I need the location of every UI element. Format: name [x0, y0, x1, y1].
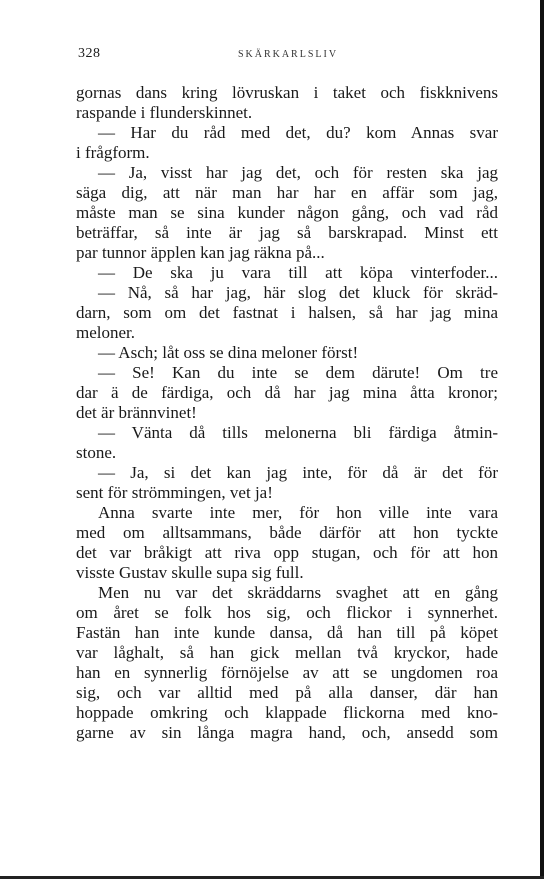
- text-line: — Se! Kan du inte se dem därute! Om tre: [98, 363, 498, 382]
- text-line: var låghalt, så han gick mellan två kryckor, hade: [76, 643, 498, 662]
- text-line: han en synnerlig förnöjelse av att se ungdomen roa: [76, 663, 498, 682]
- page-number: 328: [78, 46, 101, 61]
- text-line: gornas dans kring lövruskan i taket och fiskknivens: [76, 83, 498, 102]
- text-line: par tunnor äpplen kan jag räkna på...: [76, 243, 325, 262]
- text-line: raspande i flunderskinnet.: [76, 103, 253, 122]
- text-line: dar ä de färdiga, och då har jag mina åtta kronor;: [76, 383, 498, 402]
- text-line: sig, och var alltid med på alla danser, där han: [76, 683, 498, 702]
- text-line: stone.: [76, 443, 117, 462]
- text-line: — Nå, så har jag, här slog det kluck för skräd-: [98, 283, 498, 302]
- text-line: visste Gustav skulle supa sig full.: [76, 563, 304, 582]
- text-line: säga dig, att när man har har en affär som jag,: [76, 183, 498, 202]
- text-line: — De ska ju vara till att köpa vinterfoder...: [98, 263, 498, 282]
- running-head: SKÄRKARLSLIV: [237, 49, 339, 60]
- text-line: måste man se sina kunder någon gång, och vad råd: [76, 203, 498, 222]
- body-text: [76, 83, 498, 743]
- text-line: beträffar, så inte är jag så barskrapad. Minst ett: [76, 223, 498, 242]
- text-line: hoppade omkring och klappade flickorna med kno-: [76, 703, 498, 722]
- text-line: om året se folk hos sig, och flickor i synnerhet.: [76, 603, 498, 622]
- text-line: det är brännvinet!: [76, 403, 197, 422]
- text-line: Fastän han inte kunde dansa, då han till på köpet: [76, 623, 498, 642]
- text-line: — Ja, visst har jag det, och för resten ska jag: [98, 163, 498, 182]
- text-line: — Ja, si det kan jag inte, för då är det för: [98, 463, 498, 482]
- text-line: meloner.: [76, 323, 136, 342]
- text-line: sent för strömmingen, vet ja!: [76, 483, 273, 502]
- text-line: — Vänta då tills melonerna bli färdiga åtmin-: [98, 423, 498, 442]
- text-line: — Asch; låt oss se dina meloner först!: [98, 343, 359, 362]
- text-line: Men nu var det skräddarns svaghet att en gång: [98, 583, 498, 602]
- page-header: [78, 46, 498, 66]
- text-line: — Har du råd med det, du? kom Annas svar: [98, 123, 498, 142]
- text-line: garne av sin långa magra hand, och, ansedd som: [76, 723, 498, 742]
- text-line: med om alltsammans, både därför att hon tyckte: [76, 523, 498, 542]
- page-edge-right: [540, 0, 544, 879]
- text-line: det var bråkigt att riva opp stugan, och för att hon: [76, 543, 498, 562]
- text-line: i frågform.: [76, 143, 150, 162]
- text-line: darn, som om det fastnat i halsen, så har jag mina: [76, 303, 498, 322]
- text-line: Anna svarte inte mer, för hon ville inte vara: [98, 503, 498, 522]
